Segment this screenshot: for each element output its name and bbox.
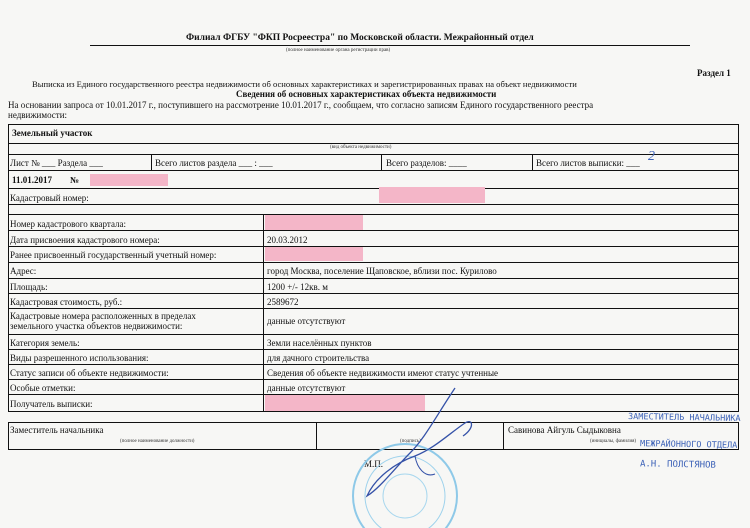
stamp-line-3: А.Н. ПОЛСТЯНОВ — [639, 459, 716, 471]
row-label: Категория земель: — [10, 338, 80, 348]
total-extract-sheets: Всего листов выписки: ___ — [536, 158, 640, 168]
row-label: Получатель выписки: — [10, 399, 93, 409]
redacted-cadastral-number — [379, 187, 485, 203]
doc-title: Выписка из Единого государственного реестра недвижимости об основных характеристиках и зарегистрированных правах на объект недвижимости — [32, 79, 577, 89]
row-label: Статус записи об объекте недвижимости: — [10, 368, 169, 378]
extract-number-label: № — [70, 175, 80, 185]
row-label-line-1: Кадастровые номера расположенных в пределах — [10, 311, 196, 321]
signer-position: Заместитель начальника — [10, 425, 104, 435]
position-caption: (полное наименование должности) — [120, 439, 195, 444]
rule — [8, 230, 739, 231]
doc-subtitle: Сведения об основных характеристиках объекта недвижимости — [236, 89, 497, 99]
row-label-line-2: земельного участка объектов недвижимости: — [10, 321, 183, 331]
basis-line-2: недвижимости: — [8, 110, 68, 120]
row-value: данные отсутствуют — [267, 316, 346, 326]
org-title: Филиал ФГБУ "ФКП Росреестра" по Московской области. Межрайонный отдел — [186, 33, 534, 43]
rule — [8, 214, 739, 215]
rule — [8, 154, 739, 155]
total-section-sheets: Всего листов раздела ___ : ___ — [155, 158, 273, 168]
row-value: данные отсутствуют — [267, 383, 346, 393]
rule — [8, 308, 739, 309]
row-label: Кадастровая стоимость, руб.: — [10, 297, 123, 307]
object-type: Земельный участок — [12, 128, 93, 138]
row-label: Площадь: — [10, 282, 48, 292]
vline — [381, 154, 382, 170]
redacted-previous-number — [265, 247, 363, 261]
cadastral-number-label: Кадастровый номер: — [10, 193, 89, 203]
redacted-quarter-number — [265, 215, 363, 230]
rule — [8, 364, 739, 365]
row-value: для дачного строительства — [267, 353, 370, 363]
total-extract-handwritten: 2 — [648, 149, 655, 164]
extract-date: 11.01.2017 — [12, 175, 53, 185]
signer-name: Савинова Айгуль Сыдыковна — [508, 425, 621, 435]
object-type-caption: (вид объекта недвижимости) — [330, 145, 392, 150]
row-value: город Москва, поселение Щаповское, вблизи пос. Курилово — [267, 266, 497, 276]
stamp-line-1: ЗАМЕСТИТЕЛЬ НАЧАЛЬНИКА — [627, 412, 741, 424]
seal-place-label: М.П. — [364, 459, 384, 469]
stamp-line-2: МЕЖРАЙОННОГО ОТДЕЛА — [639, 439, 738, 451]
column-divider — [263, 214, 264, 412]
row-label: Адрес: — [10, 266, 37, 276]
rule — [8, 293, 739, 294]
handwritten-signature — [355, 378, 505, 508]
org-underline — [90, 45, 690, 46]
org-caption: (полное наименование органа регистрации прав) — [286, 48, 391, 53]
vline — [316, 422, 317, 450]
row-label: Дата присвоения кадастрового номера: — [10, 235, 160, 245]
name-caption: (инициалы, фамилия) — [590, 439, 637, 444]
row-value: 2589672 — [267, 297, 299, 307]
vline — [151, 154, 152, 170]
rule — [8, 278, 739, 279]
row-value: Земли населённых пунктов — [267, 338, 372, 348]
signature-caption: (подпись) — [400, 439, 421, 444]
row-value: 1200 +/- 12кв. м — [267, 282, 328, 292]
rule — [8, 262, 739, 263]
rule — [8, 170, 739, 171]
row-label: Особые отметки: — [10, 383, 76, 393]
object-type-underline — [8, 143, 739, 144]
sheet-number: Лист № ___ Раздела ___ — [10, 158, 103, 168]
rule — [8, 246, 739, 247]
rule — [8, 204, 739, 205]
row-label: Номер кадастрового квартала: — [10, 219, 126, 229]
total-sections: Всего разделов: ____ — [386, 158, 467, 168]
rule — [8, 188, 739, 189]
basis-line-1: На основании запроса от 10.01.2017 г., поступившего на рассмотрение 10.01.2017 г., сообщаем, что согласно записям Единого государственного реестра — [8, 100, 594, 110]
vline — [532, 154, 533, 170]
section-label: Раздел 1 — [697, 68, 731, 78]
rule — [8, 334, 739, 335]
redacted-extract-number — [90, 174, 168, 186]
row-value: Сведения об объекте недвижимости имеют статус учтенные — [267, 368, 499, 378]
row-value: 20.03.2012 — [267, 235, 308, 245]
row-label: Ранее присвоенный государственный учетный номер: — [10, 250, 217, 260]
row-label: Виды разрешенного использования: — [10, 353, 149, 363]
rule — [8, 349, 739, 350]
